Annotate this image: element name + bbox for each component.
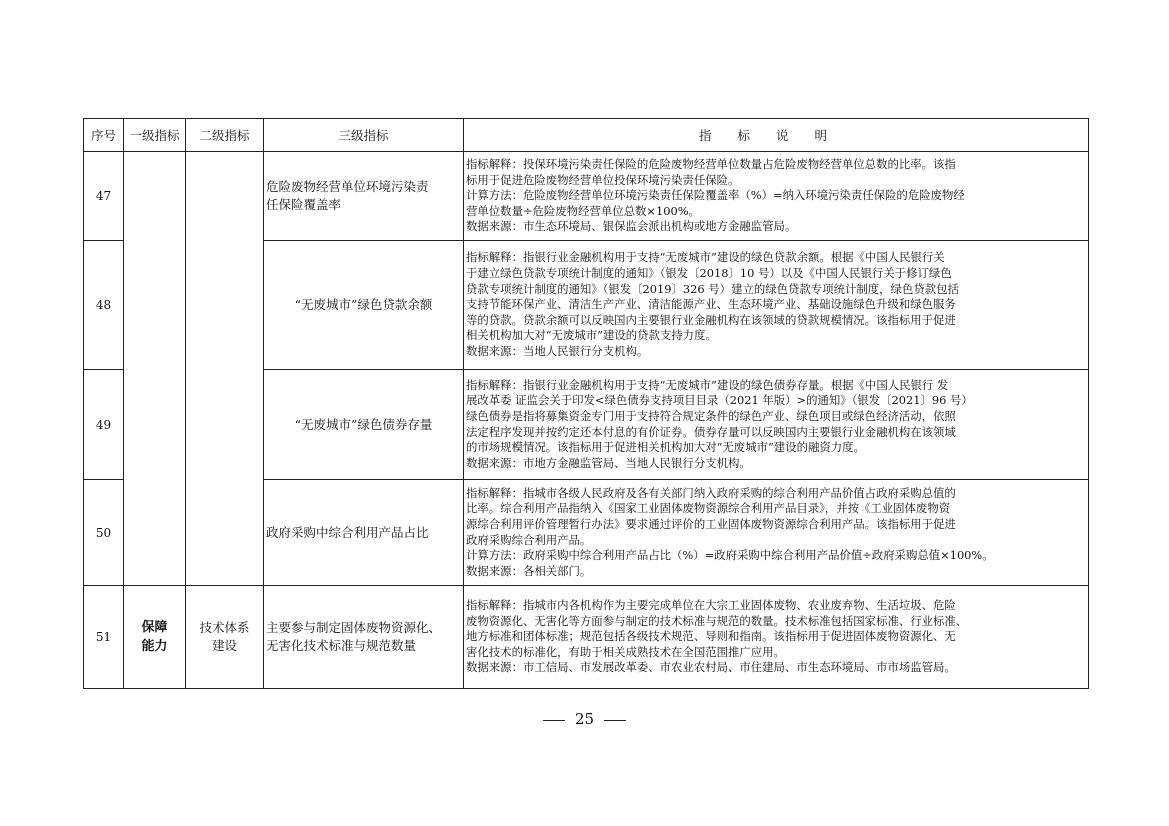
desc-line: 贷款专项统计制度的通知》（银发〔2019〕326 号）建立的绿色贷款专项统计制度，绿色贷款包括 [466, 281, 959, 296]
desc-cell [464, 370, 1089, 480]
indicator-table [83, 118, 1089, 689]
level3-line: “无废城市”绿色贷款余额 [294, 297, 433, 312]
header-level2: 二级指标 [186, 119, 264, 152]
footer-dash-left [543, 720, 565, 721]
header-level3: 三级指标 [264, 119, 464, 152]
level3-line: 危险废物经营单位环境污染责 [266, 179, 429, 194]
level2-cell [186, 586, 264, 689]
desc-cell [464, 241, 1089, 370]
desc-line: 的市场规模情况。该指标用于促进相关机构加大对“无废城市”建设的融资力度。 [466, 440, 865, 455]
page-footer [0, 710, 1169, 728]
header-explain: 指标说明 [464, 119, 1089, 152]
header-seq: 序号 [84, 119, 124, 152]
level2-line: 建设 [211, 638, 237, 653]
desc-cell [464, 480, 1089, 586]
level1-line: 保障 [141, 620, 168, 635]
table-row [84, 152, 1089, 241]
desc-line: 相关机构加大对“无废城市”建设的贷款支持力度。 [466, 328, 717, 343]
row-seq: 51 [84, 586, 124, 689]
desc-line: 于建立绿色贷款专项统计制度的通知》（银发〔2018〕10 号）以及《中国人民银行关于修订绿色 [466, 266, 952, 281]
level1-cell-empty [124, 152, 186, 586]
desc-line: 政府采购综合利用产品。 [466, 532, 592, 547]
level3-line: “无废城市”绿色债券存量 [294, 416, 433, 432]
level3-cell [264, 241, 464, 370]
desc-line: 指标解释：指城市内各机构作为主要完成单位在大宗工业固体废物、农业废弃物、生活垃圾、危险 [466, 598, 956, 613]
level3-line: 主要参与制定固体废物资源化、 [266, 620, 442, 635]
desc-line: 废物资源化、无害化等方面参与制定的技术标准与规范的数量。技术标准包括国家标准、行业标准、 [466, 613, 968, 628]
desc-line: 计算方法：危险废物经营单位环境污染责任保险覆盖率（%）=纳入环境污染责任保险的危险废物经 [466, 188, 965, 203]
desc-line: 源综合利用评价管理暂行办法》要求通过评价的工业固体废物资源综合利用产品。该指标用于促进 [466, 516, 956, 531]
level3-line: 政府采购中综合利用产品占比 [266, 524, 429, 540]
level1-line: 能力 [141, 639, 168, 654]
table-row [84, 586, 1089, 689]
desc-line: 指标解释：指城市各级人民政府及各有关部门纳入政府采购的综合利用产品价值占政府采购总值的 [466, 485, 956, 500]
level2-cell-empty [186, 152, 264, 586]
row-seq: 47 [84, 152, 124, 241]
desc-line: 支持节能环保产业、清洁生产产业、清洁能源产业、生态环境产业、基础设施绿色升级和绿色服务 [466, 297, 956, 312]
level3-line: 无害化技术标准与规范数量 [266, 638, 417, 653]
page-number: 25 [574, 710, 595, 728]
desc-line: 指标解释：投保环境污染责任保险的危险废物经营单位数量占危险废物经营单位总数的比率。该指 [466, 157, 956, 172]
desc-cell [464, 152, 1089, 241]
desc-line: 等的贷款。贷款余额可以反映国内主要银行业金融机构在该领域的贷款规模情况。该指标用于促进 [466, 312, 956, 327]
row-seq: 48 [84, 241, 124, 370]
level2-line: 技术体系 [199, 620, 250, 635]
desc-line: 计算方法：政府采购中综合利用产品占比（%）=政府采购中综合利用产品价值÷政府采购总值×100%。 [466, 548, 994, 563]
header-level1: 一级指标 [124, 119, 186, 152]
desc-line: 数据来源：市工信局、市发展改革委、市农业农村局、市住建局、市生态环境局、市市场监管局。 [466, 660, 956, 675]
row-seq: 49 [84, 370, 124, 480]
desc-line: 数据来源：当地人民银行分支机构。 [466, 343, 649, 358]
desc-line: 数据来源：各相关部门。 [466, 563, 592, 578]
desc-line: 地方标准和团体标准；规范包括各级技术规范、导则和指南。该指标用于促进固体废物资源化、无 [466, 629, 956, 644]
desc-line: 法定程序发现并按约定还本付息的有价证券。债券存量可以反映国内主要银行业金融机构在该领域 [466, 424, 956, 439]
level3-cell [264, 370, 464, 480]
level3-cell [264, 480, 464, 586]
desc-line: 数据来源：市地方金融监管局、当地人民银行分支机构。 [466, 455, 751, 470]
level3-line: 任保险覆盖率 [266, 197, 342, 212]
level1-cell [124, 586, 186, 689]
desc-line: 指标解释：指银行业金融机构用于支持“无废城市”建设的绿色贷款余额。根据《中国人民银行关 [466, 250, 945, 265]
level3-cell [264, 586, 464, 689]
header-row [84, 119, 1089, 152]
desc-line: 展改革委 证监会关于印发<绿色债券支持项目目录（2021 年版）>的通知》（银发〔2021〕96 号） [466, 393, 973, 408]
desc-line: 营单位数量÷危险废物经营单位总数×100%。 [466, 203, 700, 218]
level3-cell [264, 152, 464, 241]
footer-dash-right [604, 720, 626, 721]
desc-line: 指标解释：指银行业金融机构用于支持“无废城市”建设的绿色债券存量。根据《中国人民银行 发 [466, 377, 949, 392]
row-seq: 50 [84, 480, 124, 586]
desc-line: 绿色债券是指将募集资金专门用于支持符合规定条件的绿色产业、绿色项目或绿色经济活动，依照 [466, 408, 956, 423]
desc-cell [464, 586, 1089, 689]
desc-line: 标用于促进危险废物经营单位投保环境污染责任保险。 [466, 172, 740, 187]
desc-line: 比率。综合利用产品指纳入《国家工业固体废物资源综合利用产品目录》，并按《工业固体废物资 [466, 501, 951, 516]
desc-line: 数据来源：市生态环境局、银保监会派出机构或地方金融监管局。 [466, 219, 797, 234]
desc-line: 害化技术的标准化，有助于相关成熟技术在全国范围推广应用。 [466, 644, 785, 659]
